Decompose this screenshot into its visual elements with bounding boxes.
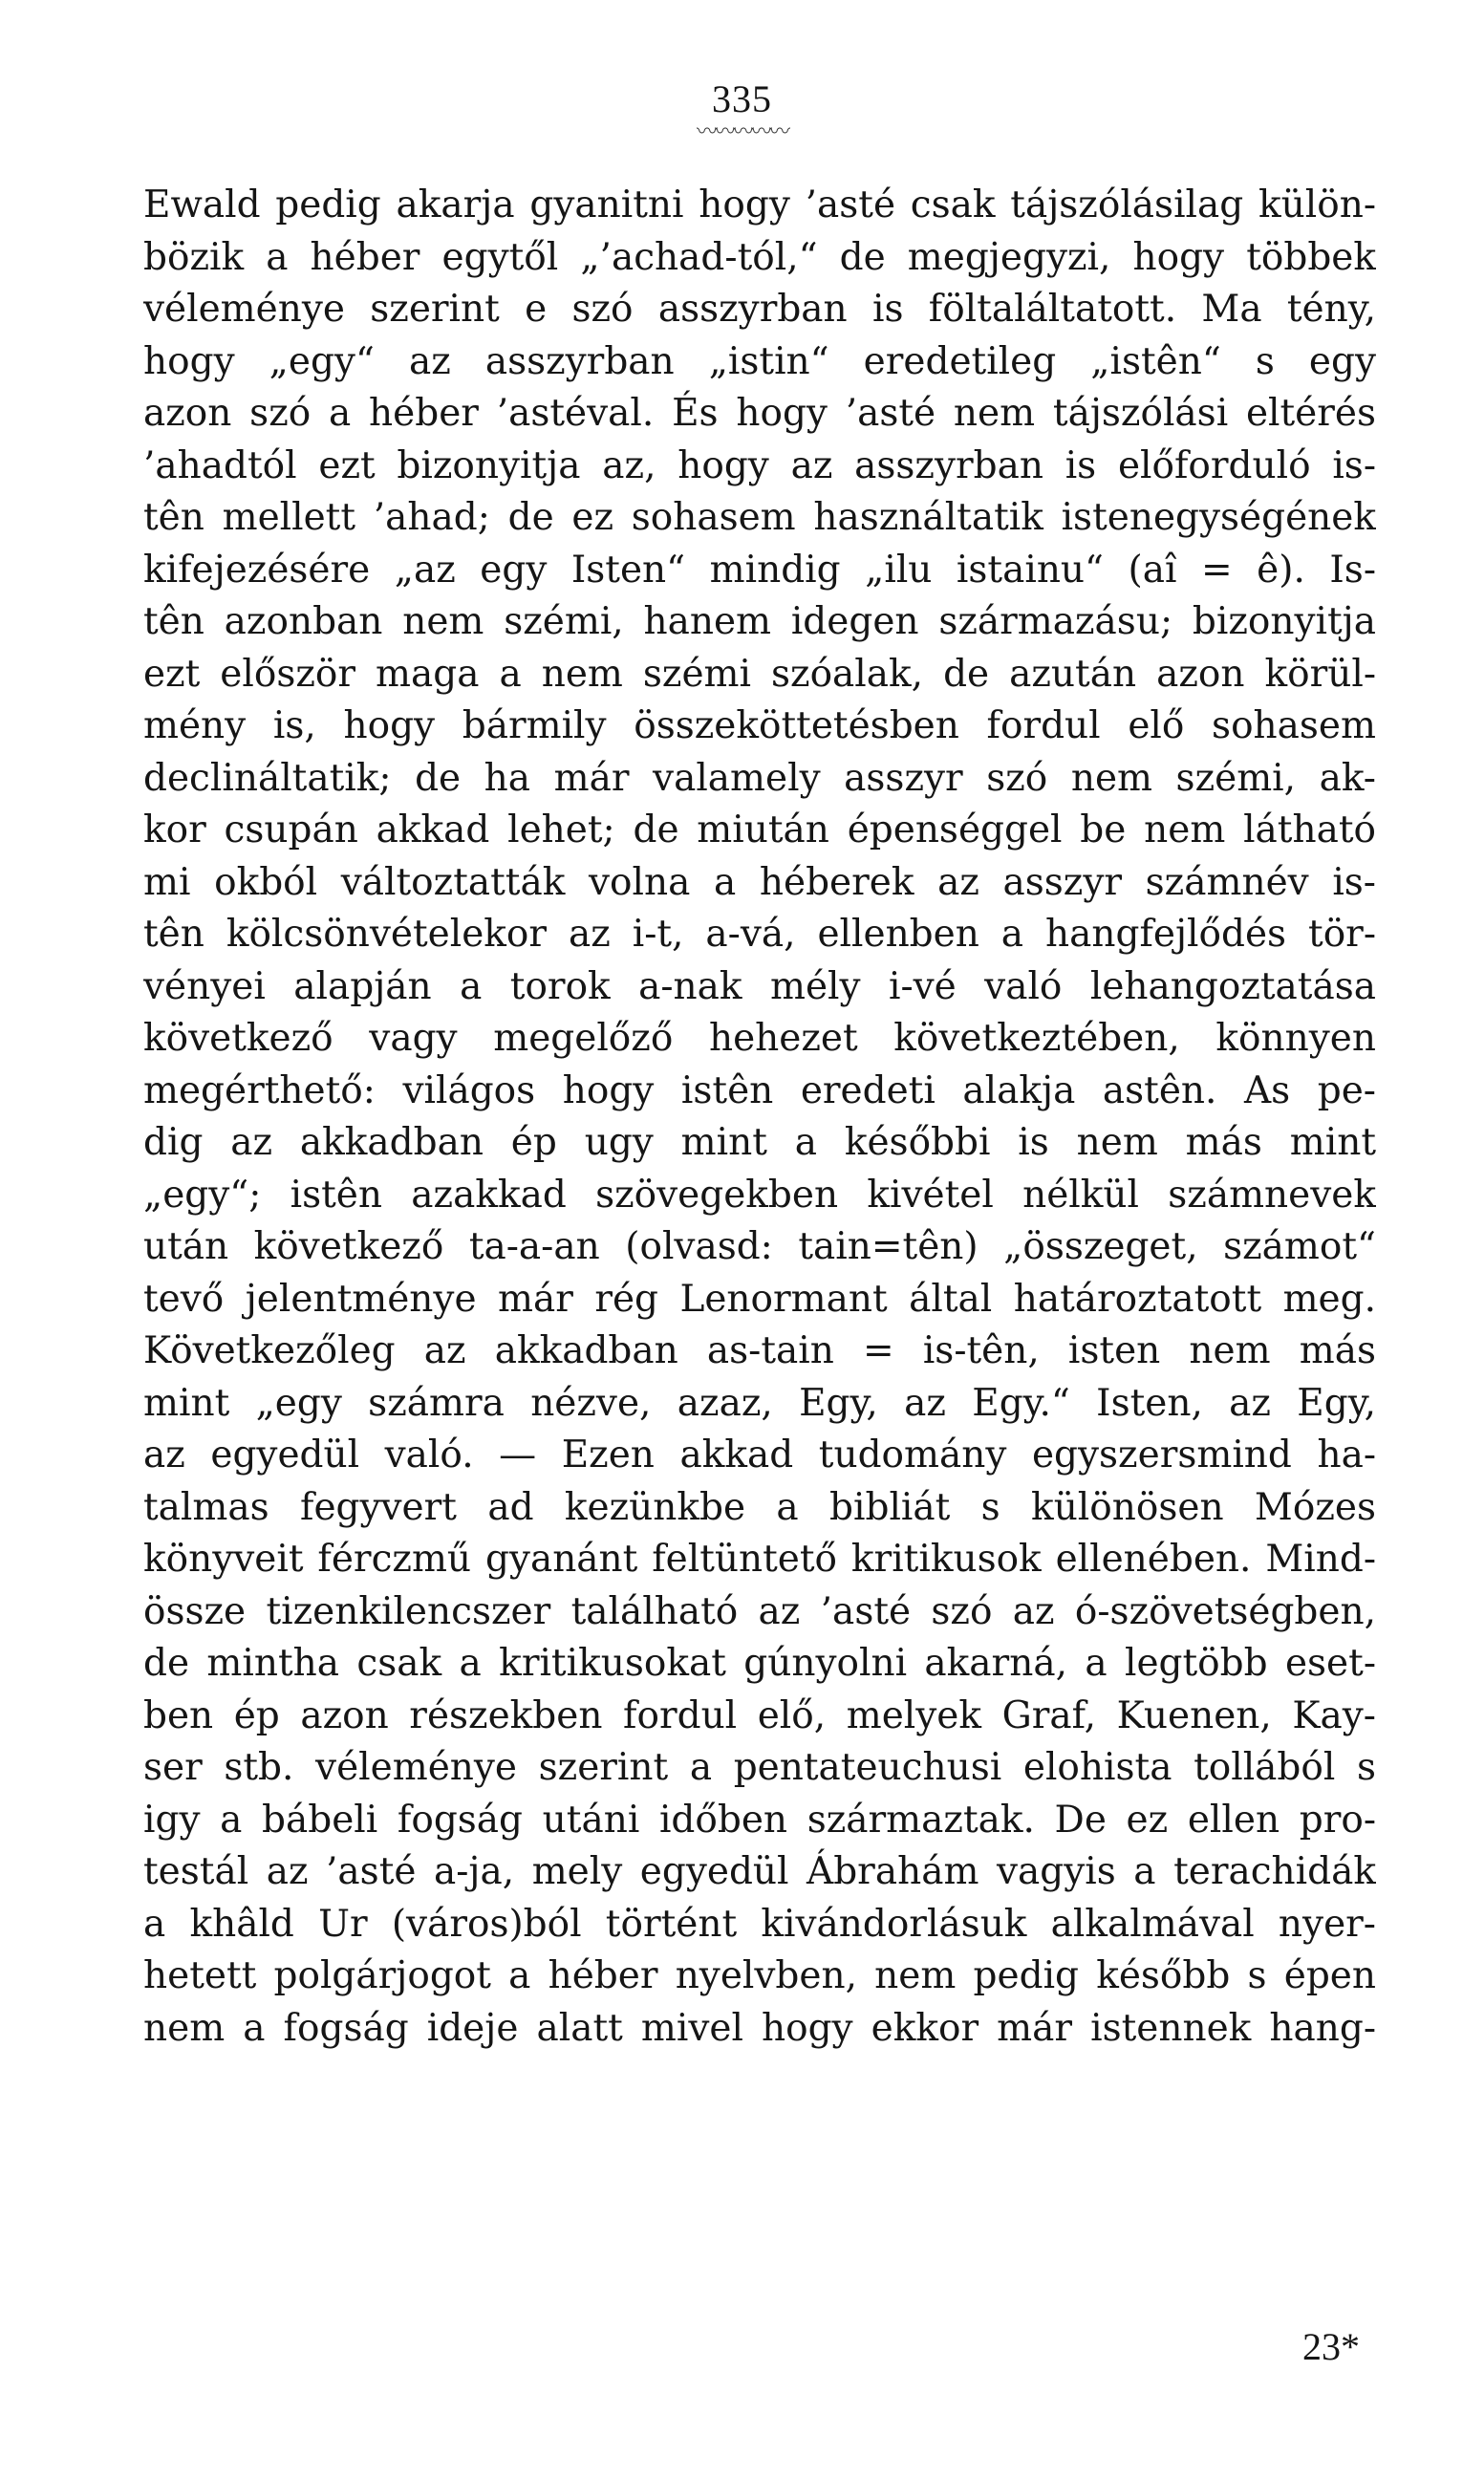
text-line: véleménye szerint e szó asszyrban is föltaláltatott. Ma tény, bbox=[143, 288, 1376, 331]
text-line: után következő ta-a-an (olvasd: tain=tên) „összeget, számot“ bbox=[143, 1225, 1376, 1268]
text-line: mény is, hogy bármily összeköttetésben fordul elő sohasem bbox=[143, 704, 1376, 747]
text-line: az egyedül való. — Ezen akkad tudomány egyszersmind ha- bbox=[143, 1434, 1376, 1477]
text-line: declináltatik; de ha már valamely asszyr szó nem szémi, ak- bbox=[143, 756, 1376, 800]
text-line: nem a fogság ideje alatt mivel hogy ekkor már istennek hang- bbox=[143, 2006, 1376, 2050]
text-line: bözik a héber egytől „’achad-tól,“ de megjegyzi, hogy többek bbox=[143, 235, 1376, 279]
text-line: tên azonban nem szémi, hanem idegen származásu; bizonyitja bbox=[143, 600, 1376, 643]
text-line: „egy“; istên azakkad szövegekben kivétel nélkül számnevek bbox=[143, 1173, 1376, 1217]
text-line: azon szó a héber ’astéval. És hogy ’asté nem tájszólási eltérés bbox=[143, 392, 1376, 435]
text-line: tên kölcsönvételekor az i-t, a-vá, ellenben a hangfejlődés tör- bbox=[143, 913, 1376, 956]
signature-mark: 23* bbox=[1302, 2325, 1360, 2368]
text-line: vényei alapján a torok a-nak mély i-vé való lehangoztatása bbox=[143, 964, 1376, 1008]
text-line: ben ép azon részekben fordul elő, melyek Graf, Kuenen, Kay- bbox=[143, 1693, 1376, 1737]
text-line: testál az ’asté a-ja, mely egyedül Ábrahám vagyis a terachidák bbox=[143, 1850, 1376, 1893]
text-line: hogy „egy“ az asszyrban „istin“ eredetileg „istên“ s egy bbox=[143, 339, 1376, 383]
text-line: kor csupán akkad lehet; de miután épenséggel be nem látható bbox=[143, 808, 1376, 851]
text-line: Ewald pedig akarja gyanitni hogy ’asté csak tájszólásilag külön- bbox=[143, 183, 1376, 226]
text-line: ’ahadtól ezt bizonyitja az, hogy az asszyrban is előforduló is- bbox=[143, 443, 1376, 487]
text-line: tevő jelentménye már rég Lenormant által határoztatott meg. bbox=[143, 1277, 1376, 1321]
text-line: talmas fegyvert ad kezünkbe a bibliát s különösen Mózes bbox=[143, 1485, 1376, 1529]
text-line: dig az akkadban ép ugy mint a későbbi is nem más mint bbox=[143, 1121, 1376, 1164]
text-line: következő vagy megelőző hehezet következtében, könnyen bbox=[143, 1017, 1376, 1060]
text-line: tên mellett ’ahad; de ez sohasem használtatik istenegységének bbox=[143, 496, 1376, 539]
text-line: igy a bábeli fogság utáni időben származtak. De ez ellen pro- bbox=[143, 1798, 1376, 1842]
text-line: mi okból változtatták volna a héberek az asszyr számnév is- bbox=[143, 860, 1376, 904]
text-line: hetett polgárjogot a héber nyelvben, nem pedig később s épen bbox=[143, 1954, 1376, 1997]
text-line: Következőleg az akkadban as-tain = is-tên, isten nem más bbox=[143, 1329, 1376, 1372]
text-line: könyveit férczmű gyanánt feltüntető kritikusok ellenében. Mind- bbox=[143, 1538, 1376, 1581]
text-line: de mintha csak a kritikusokat gúnyolni akarná, a legtöbb eset- bbox=[143, 1642, 1376, 1685]
text-line: a khâld Ur (város)ból történt kivándorlásuk alkalmával nyer- bbox=[143, 1902, 1376, 1946]
text-line: ser stb. véleménye szerint a pentateuchusi elohista tollából s bbox=[143, 1746, 1376, 1789]
header-ornament: 〰〰〰〰〰 bbox=[696, 120, 787, 144]
page-number: 335 bbox=[712, 77, 772, 120]
text-line: ezt először maga a nem szémi szóalak, de azután azon körül- bbox=[143, 652, 1376, 696]
text-line: megérthető: világos hogy istên eredeti alakja astên. As pe- bbox=[143, 1068, 1376, 1112]
body-text bbox=[143, 180, 1376, 2055]
text-line: mint „egy számra nézve, azaz, Egy, az Egy.“ Isten, az Egy, bbox=[143, 1381, 1376, 1425]
text-line: kifejezésére „az egy Isten“ mindig „ilu istainu“ (aî = ê). Is- bbox=[143, 548, 1376, 592]
text-line: össze tizenkilencszer található az ’asté szó az ó-szövetségben, bbox=[143, 1589, 1376, 1633]
